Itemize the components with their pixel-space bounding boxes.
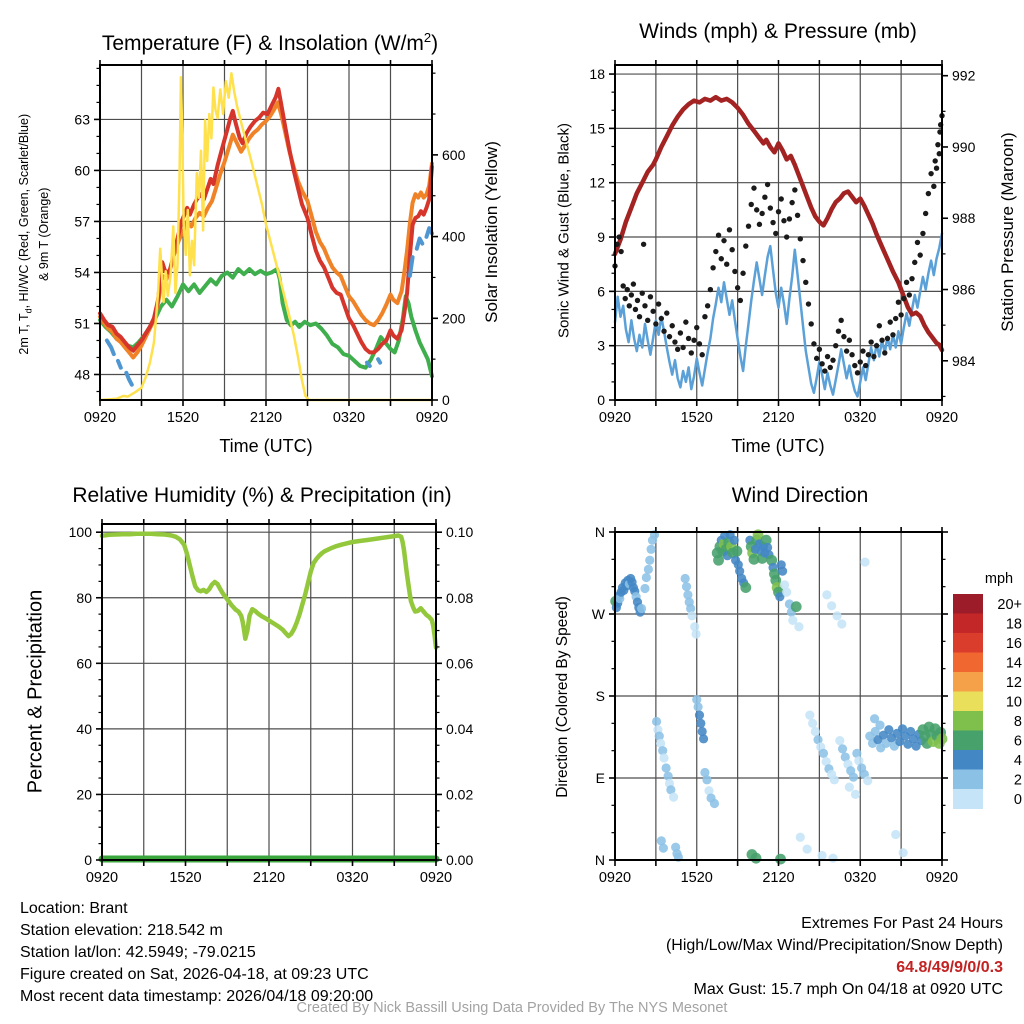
svg-text:0.04: 0.04 — [446, 720, 474, 737]
winds-chart-title: Winds (mph) & Pressure (mb) — [639, 20, 917, 43]
svg-text:400: 400 — [442, 228, 466, 245]
temperature-left-axis-label: 2m T, $T_d$, HI/WC (Red, Green, Scarlet/Blue) & 9m T (Orange) — [16, 113, 51, 355]
svg-text:0920: 0920 — [85, 870, 119, 886]
svg-text:0920: 0920 — [925, 870, 959, 886]
station-location: Location: Brant — [20, 900, 128, 917]
svg-text:10: 10 — [1005, 694, 1022, 711]
svg-text:57: 57 — [74, 213, 90, 230]
svg-text:12: 12 — [589, 174, 605, 191]
svg-text:0920: 0920 — [598, 410, 632, 426]
max-gust: Max Gust: 15.7 mph On 04/18 at 0920 UTC — [693, 981, 1003, 998]
svg-text:100: 100 — [68, 524, 92, 541]
svg-text:51: 51 — [74, 315, 90, 332]
svg-text:984: 984 — [952, 352, 976, 369]
svg-text:8: 8 — [1013, 713, 1022, 730]
svg-text:3: 3 — [597, 337, 605, 354]
svg-text:0320: 0320 — [332, 410, 366, 426]
svg-text:60: 60 — [74, 162, 90, 179]
humidity-chart-title: Relative Humidity (%) & Precipitation (in) — [72, 484, 452, 507]
figure-created: Figure created on Sat, 2026-04-18, at 09:23 UTC — [20, 966, 369, 983]
extremes-subtitle: (High/Low/Max Wind/Precipitation/Snow Depth) — [665, 937, 1003, 954]
svg-text:18: 18 — [1005, 616, 1022, 633]
credit-line: Created By Nick Bassill Using Data Provided By The NYS Mesonet — [296, 1000, 728, 1016]
svg-text:12: 12 — [1005, 674, 1022, 691]
insolation-right-axis-label: Solar Insolation (Yellow) — [482, 141, 501, 323]
svg-text:16: 16 — [1005, 635, 1022, 652]
svg-text:0920: 0920 — [419, 870, 453, 886]
svg-text:14: 14 — [1005, 655, 1022, 672]
svg-text:1520: 1520 — [680, 870, 713, 886]
svg-text:0320: 0320 — [844, 410, 877, 426]
extremes-values: 64.8/49/9/0/0.3 — [896, 959, 1003, 976]
svg-text:6: 6 — [597, 283, 605, 300]
svg-text:988: 988 — [952, 210, 976, 227]
svg-text:N: N — [594, 524, 605, 540]
svg-text:40: 40 — [76, 720, 92, 737]
wind-left-axis-label: Sonic Wind & Gust (Blue, Black) — [555, 122, 573, 339]
svg-text:9: 9 — [597, 229, 605, 246]
svg-text:1520: 1520 — [680, 410, 713, 426]
svg-text:E: E — [595, 770, 605, 786]
svg-text:2120: 2120 — [252, 870, 286, 886]
svg-text:0320: 0320 — [844, 870, 877, 886]
svg-text:0.00: 0.00 — [446, 852, 474, 868]
svg-text:20+: 20+ — [997, 596, 1022, 613]
pressure-right-axis-label: Station Pressure (Maroon) — [998, 132, 1017, 332]
svg-text:20: 20 — [76, 786, 92, 803]
station-info — [20, 898, 373, 1008]
extremes-info — [666, 913, 1003, 1001]
svg-text:0920: 0920 — [598, 870, 632, 886]
svg-text:200: 200 — [442, 310, 466, 327]
svg-text:60: 60 — [76, 655, 92, 672]
extremes-title: Extremes For Past 24 Hours — [801, 915, 1003, 932]
svg-text:80: 80 — [76, 589, 92, 606]
winds-x-axis-title: Time (UTC) — [731, 436, 825, 456]
temperature-chart-title: Temperature (F) & Insolation $(W/m^2)$ — [101, 30, 439, 55]
svg-text:0.06: 0.06 — [446, 655, 474, 672]
station-latlon: Station lat/lon: 42.5949; -79.0215 — [20, 944, 256, 961]
data-timestamp: Most recent data timestamp: 2026/04/18 09:20:00 — [20, 988, 374, 1005]
direction-left-axis-label: Direction (Colored By Speed) — [554, 596, 571, 798]
svg-text:W: W — [591, 606, 605, 622]
svg-text:0: 0 — [442, 392, 450, 408]
svg-text:990: 990 — [952, 138, 976, 155]
svg-text:0: 0 — [84, 852, 92, 868]
svg-text:48: 48 — [74, 366, 90, 383]
temperature-x-axis-title: Time (UTC) — [219, 436, 313, 456]
svg-text:15: 15 — [589, 120, 605, 137]
svg-text:0920: 0920 — [925, 410, 959, 426]
svg-text:18: 18 — [589, 66, 605, 83]
svg-text:2120: 2120 — [762, 410, 795, 426]
svg-text:N: N — [594, 852, 605, 868]
svg-text:0.02: 0.02 — [446, 786, 474, 803]
svg-text:992: 992 — [952, 67, 976, 84]
svg-text:S: S — [595, 688, 605, 704]
svg-text:2120: 2120 — [249, 410, 283, 426]
svg-text:mph: mph — [984, 571, 1014, 587]
svg-text:0: 0 — [1013, 791, 1022, 808]
svg-text:986: 986 — [952, 281, 976, 298]
svg-text:4: 4 — [1013, 752, 1022, 769]
wind-direction-chart-title: Wind Direction — [731, 484, 869, 507]
svg-text:2120: 2120 — [762, 870, 795, 886]
svg-text:6: 6 — [1013, 733, 1022, 750]
svg-text:600: 600 — [442, 146, 466, 163]
svg-text:0: 0 — [597, 392, 605, 408]
svg-text:0920: 0920 — [83, 410, 117, 426]
svg-text:1520: 1520 — [169, 870, 202, 886]
svg-text:54: 54 — [74, 264, 90, 281]
svg-text:1520: 1520 — [166, 410, 200, 426]
svg-text:0.10: 0.10 — [446, 524, 474, 541]
station-elevation: Station elevation: 218.542 m — [20, 922, 223, 939]
svg-text:0920: 0920 — [415, 410, 449, 426]
humidity-left-axis-label: Percent & Precipitation — [24, 589, 47, 794]
svg-text:63: 63 — [74, 111, 90, 128]
svg-text:2: 2 — [1013, 772, 1022, 789]
svg-text:0320: 0320 — [336, 870, 369, 886]
svg-text:0.08: 0.08 — [446, 589, 474, 606]
